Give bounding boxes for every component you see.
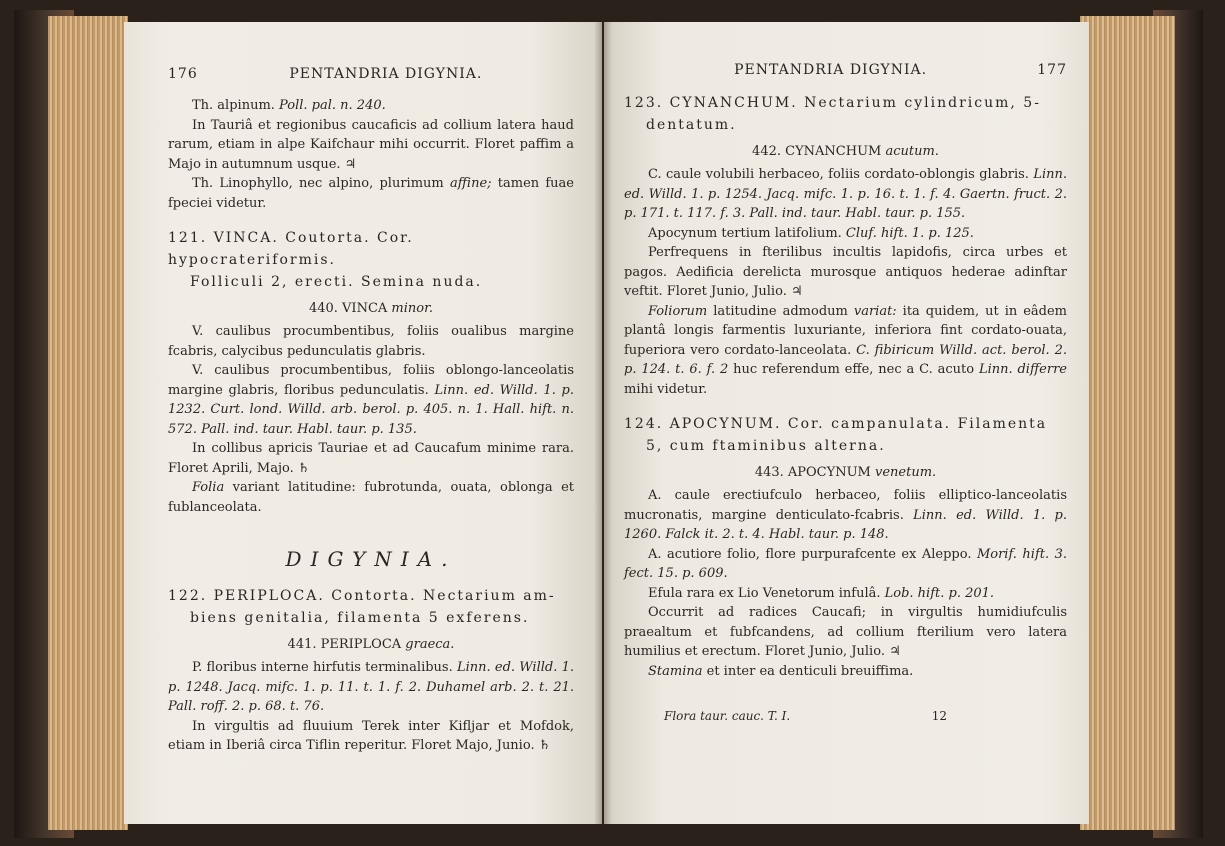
paragraph: Efula rara ex Lio Venetorum infulâ. Lob. hift. p. 201. bbox=[648, 585, 995, 601]
species-heading: 440. VINCA minor. bbox=[308, 301, 434, 316]
running-head bbox=[624, 62, 1067, 78]
running-title: PENTANDRIA DIGYNIA. bbox=[734, 62, 928, 78]
paragraph: Perfrequens in fterilibus incultis lapidofis, circa urbes et pagos. Aedificia derelicta murosque antiquos hederae adinftar veftit. Floret Junio, Julio. ♃ bbox=[624, 245, 1067, 299]
left-page bbox=[124, 22, 602, 824]
genus-heading: 124. APOCYNUM. Cor. campanulata. Filamenta 5, cum ftaminibus alterna. bbox=[624, 416, 1048, 454]
genus-heading: 121. VINCA. Coutorta. Cor. hypocrateriformis. Folliculi 2, erecti. Semina nuda. bbox=[168, 230, 483, 290]
paragraph: Stamina et inter ea denticuli breuiffima. bbox=[648, 663, 914, 679]
book-gutter bbox=[594, 22, 612, 824]
species-heading: 441. PERIPLOCA graeca. bbox=[287, 637, 455, 652]
signature-note: Flora taur. cauc. T. I. bbox=[664, 709, 791, 723]
paragraph: In Tauriâ et regionibus caucaficis ad collium latera haud rarum, etiam in alpe Kaifchaur mihi occurrit. Floret paffim a Majo in autumnum usque. ♃ bbox=[168, 117, 574, 172]
paragraph: In collibus apricis Tauriae et ad Caucafum minime rara. Floret Aprili, Majo. ♄ bbox=[168, 441, 574, 476]
paragraph: P. floribus interne hirfutis terminalibus. Linn. ed. Willd. 1. p. 1248. Jacq. mifc. 1. p. 11. t. 1. f. 2. Duhamel arb. 2. t. 21. Pall. roff. 2. p. 68. t. 76. bbox=[168, 660, 575, 714]
page-edges-right bbox=[1080, 16, 1175, 830]
genus-heading: 123. CYNANCHUM. Nectarium cylindricum, 5- dentatum. bbox=[624, 95, 1041, 133]
paragraph: Th. Linophyllo, nec alpino, plurimum affine; tamen fuae fpeciei videtur. bbox=[168, 176, 574, 211]
paragraph: V. caulibus procumbentibus, foliis oblongo-lanceolatis margine glabris, floribus pedunculatis. Linn. ed. Willd. 1. p. 1232. Curt. lond. Willd. arb. berol. p. 405. n. 1. Hall. hift. n. 572. Pall. ind. taur. Habl. taur. p. 135. bbox=[168, 363, 574, 437]
section-title: DIGYNIA. bbox=[285, 547, 457, 571]
genus-heading: 122. PERIPLOCA. Contorta. Nectarium am- biens genitalia, filamenta 5 exferens. bbox=[168, 588, 556, 626]
page-edges-left bbox=[48, 16, 128, 830]
paragraph: Foliorum latitudine admodum variat: ita quidem, ut in eâdem plantâ longis farmentis luxuriante, inferiora fint cordato-ouata, fuperiora vero cordato-lanceolata. C. fibiricum Willd. act. berol. 2. p. 124. t. 6. f. 2 huc referendum effe, nec a C. acuto Linn. differre mihi videtur. bbox=[624, 303, 1067, 397]
species-heading: 442. CYNANCHUM acutum. bbox=[752, 144, 939, 159]
page-footer bbox=[624, 709, 1067, 723]
signature-mark: 12 bbox=[931, 709, 947, 723]
page-number: 177 bbox=[1037, 62, 1067, 78]
paragraph: C. caule volubili herbaceo, foliis cordato-oblongis glabris. Linn. ed. Willd. 1. p. 1254. Jacq. mifc. 1. p. 16. t. 1. f. 4. Gaertn. fruct. 2. p. 171. t. 117. f. 3. Pall. ind. taur. Habl. taur. p. 155. bbox=[624, 167, 1067, 221]
right-page bbox=[604, 22, 1089, 824]
paragraph: A. acutiore folio, flore purpurafcente ex Aleppo. Morif. hift. 3. fect. 15. p. 609. bbox=[624, 546, 1067, 581]
paragraph: Th. alpinum. Poll. pal. n. 240. bbox=[192, 98, 386, 113]
paragraph: In virgultis ad fluuium Terek inter Kifljar et Mofdok, etiam in Iberiâ circa Tiflin reperitur. Floret Majo, Junio. ♄ bbox=[168, 718, 574, 753]
paragraph: A. caule erectiufculo herbaceo, foliis elliptico-lanceolatis mucronatis, margine denticulato-fcabris. Linn. ed. Willd. 1. p. 1260. Falck it. 2. t. 4. Habl. taur. p. 148. bbox=[624, 488, 1068, 542]
paragraph: Occurrit ad radices Caucafi; in virgultis humidiufculis praealtum et fubfcandens, ad collium fterilium vero latera humilius et erectum. Floret Junio, Julio. ♃ bbox=[624, 605, 1067, 659]
running-title: PENTANDRIA DIGYNIA. bbox=[289, 66, 483, 82]
page-number: 176 bbox=[168, 66, 198, 82]
paragraph: Folia variant latitudine: fubrotunda, ouata, oblonga et fublanceolata. bbox=[168, 480, 574, 515]
paragraph: Apocynum tertium latifolium. Cluf. hift. 1. p. 125. bbox=[648, 225, 974, 241]
paragraph: V. caulibus procumbentibus, foliis oualibus margine fcabris, calycibus pedunculatis glabris. bbox=[168, 324, 574, 359]
running-head bbox=[168, 66, 574, 82]
species-heading: 443. APOCYNUM venetum. bbox=[754, 465, 937, 480]
